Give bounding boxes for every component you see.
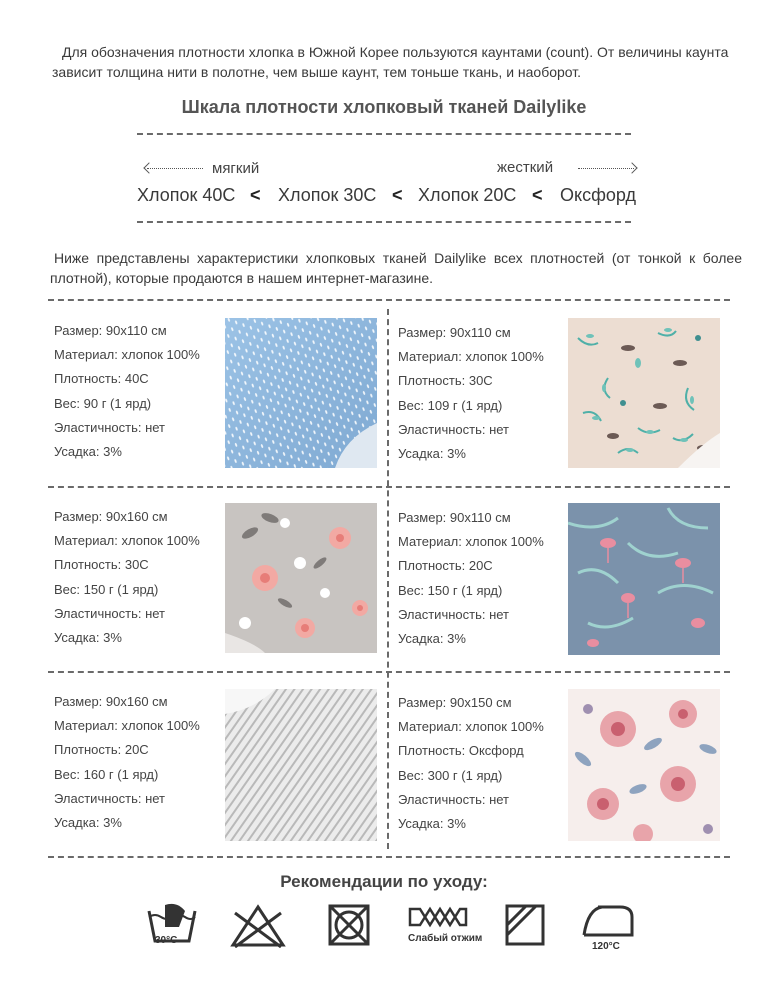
spec-shrink: Усадка: 3% <box>54 444 122 460</box>
arrow-right-icon <box>578 168 634 169</box>
spec-shrink: Усадка: 3% <box>398 446 466 462</box>
density-item-30c: Хлопок 30С <box>278 185 377 205</box>
less-than-sign: < <box>250 185 261 205</box>
spec-elasticity: Эластичность: нет <box>54 790 166 806</box>
less-than-sign: < <box>392 185 403 205</box>
spec-elasticity: Эластичность: нет <box>54 605 166 621</box>
hand-wash-30-icon <box>147 903 197 955</box>
spec-density: Плотность: 30С <box>54 557 149 573</box>
grid-divider <box>48 486 730 488</box>
spec-size: Размер: 90x110 см <box>398 325 511 340</box>
density-item-20c: Хлопок 20С <box>418 185 517 205</box>
no-tumble-dry-icon <box>327 903 371 947</box>
spec-shrink: Усадка: 3% <box>398 816 466 832</box>
spec-material: Материал: хлопок 100% <box>398 349 544 365</box>
spec-size: Размер: 90x110 см <box>398 510 511 525</box>
blue-dots-fabric-image <box>225 318 377 468</box>
spec-material: Материал: хлопок 100% <box>54 533 200 549</box>
spec-size: Размер: 90x110 см <box>54 323 167 338</box>
spec-material: Материал: хлопок 100% <box>398 719 544 735</box>
flamingo-fabric-image <box>568 503 720 655</box>
dry-in-shade-icon <box>504 903 546 947</box>
divider <box>137 221 631 223</box>
spec-shrink: Усадка: 3% <box>54 630 122 646</box>
spec-weight: Вес: 150 г (1 ярд) <box>398 582 503 598</box>
iron-120-icon <box>580 903 636 955</box>
care-title: Рекомендации по уходу: <box>280 872 488 891</box>
spec-material: Материал: хлопок 100% <box>54 718 200 734</box>
divider <box>137 133 631 135</box>
grid-divider <box>48 299 730 301</box>
spec-elasticity: Эластичность: нет <box>54 419 166 435</box>
spec-density: Плотность: Оксфорд <box>398 743 524 759</box>
density-item-40c: Хлопок 40С <box>137 185 236 205</box>
gentle-wring-label: Слабый отжим <box>408 933 483 944</box>
spec-density: Плотность: 20С <box>398 558 493 574</box>
soft-label: мягкий <box>212 160 260 177</box>
spec-weight: Вес: 90 г (1 ярд) <box>54 395 152 411</box>
density-item-oxford: Оксфорд <box>560 185 636 205</box>
spec-weight: Вес: 160 г (1 ярд) <box>54 766 159 782</box>
scale-title: Шкала плотности хлопковый тканей Dailylike <box>181 97 587 117</box>
arrow-left-icon <box>147 168 203 169</box>
spec-size: Размер: 90x160 см <box>54 694 168 709</box>
spec-weight: Вес: 109 г (1 ярд) <box>398 397 503 413</box>
fabric-specs <box>54 319 200 464</box>
less-than-sign: < <box>532 185 543 205</box>
spec-size: Размер: 90x160 см <box>54 509 168 524</box>
fabric-specs <box>54 690 200 835</box>
spec-material: Материал: хлопок 100% <box>398 534 544 550</box>
fabric-specs <box>54 505 200 650</box>
fabric-specs <box>398 506 544 651</box>
spec-elasticity: Эластичность: нет <box>398 791 510 807</box>
fabric-specs <box>398 691 544 836</box>
description-text: Ниже представлены характеристики хлопковых тканей Dailylike всех плотностей (от тонкой к более плотной), которые продаются в нашем интернет-магазине. <box>50 250 742 286</box>
intro-text: Для обозначения плотности хлопка в Южной Корее пользуются каунтами (count). От величины каунта зависит толщина нити в полотне, чем выше каунт, тем тоньше ткань, и наоборот. <box>52 44 729 80</box>
spec-density: Плотность: 20С <box>54 742 149 758</box>
spec-weight: Вес: 150 г (1 ярд) <box>54 581 159 597</box>
hard-label: жесткий <box>497 159 554 176</box>
spec-shrink: Усадка: 3% <box>54 815 122 831</box>
spec-elasticity: Эластичность: нет <box>398 606 510 622</box>
spec-elasticity: Эластичность: нет <box>398 421 510 437</box>
no-bleach-icon <box>229 903 287 948</box>
spec-size: Размер: 90x150 см <box>398 695 512 710</box>
spec-shrink: Усадка: 3% <box>398 631 466 647</box>
grid-divider <box>48 671 730 673</box>
spec-density: Плотность: 40С <box>54 371 149 387</box>
grey-floral-fabric-image <box>225 503 377 653</box>
spec-density: Плотность: 30С <box>398 373 493 389</box>
fabric-specs <box>398 321 544 466</box>
gentle-wring-icon <box>406 903 483 951</box>
hand-wash-temp-label: 30°C <box>155 935 178 946</box>
birds-leaves-fabric-image <box>568 318 720 468</box>
pink-roses-fabric-image <box>568 689 720 841</box>
grid-divider <box>48 856 730 858</box>
spec-weight: Вес: 300 г (1 ярд) <box>398 767 503 783</box>
grid-vertical-divider <box>387 309 389 849</box>
iron-temp-label: 120°C <box>592 941 620 952</box>
spec-material: Материал: хлопок 100% <box>54 347 200 363</box>
grey-stripes-fabric-image <box>225 689 377 841</box>
